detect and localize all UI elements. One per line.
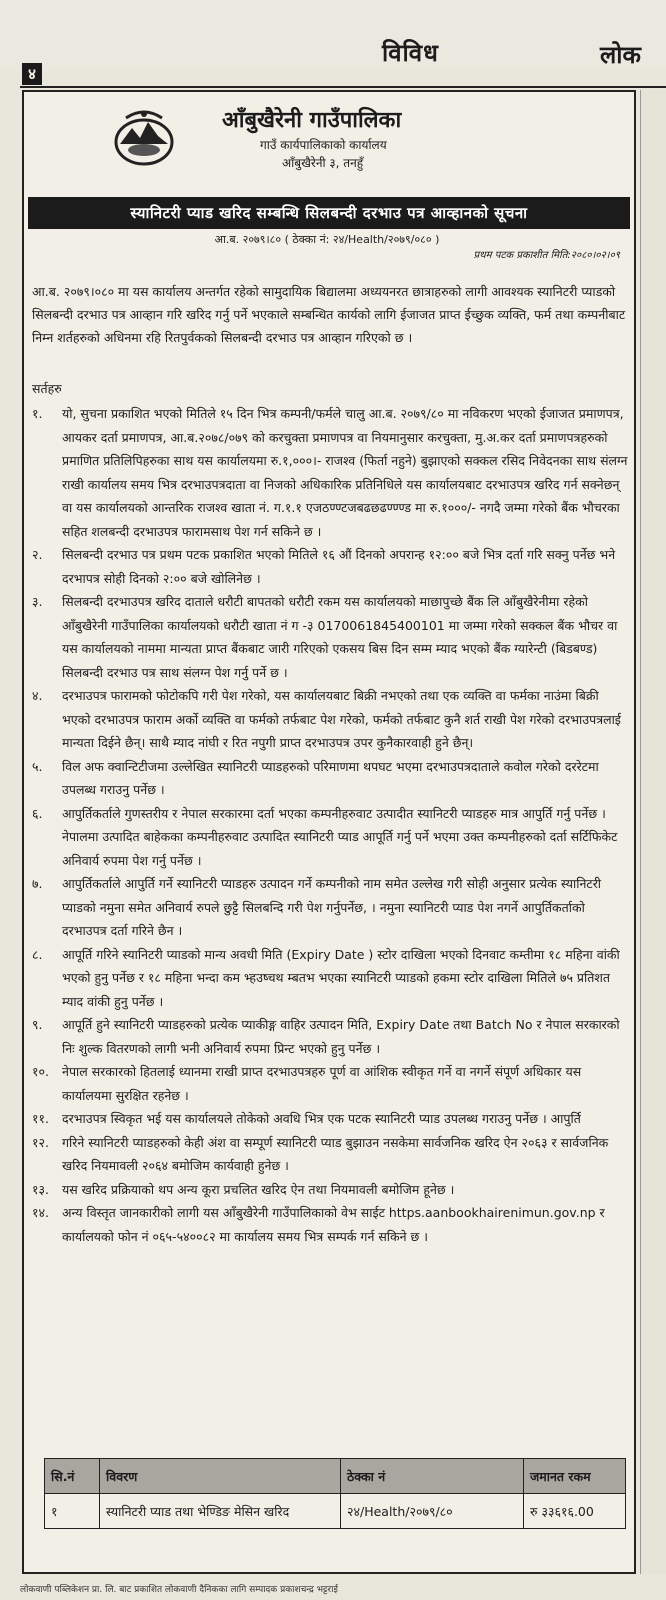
column-header: ठेक्का नं bbox=[341, 1459, 524, 1494]
term-item bbox=[32, 802, 628, 873]
section-name: विविध bbox=[382, 39, 439, 67]
term-text: अन्य विस्तृत जानकारीको लागी यस आँबुखैरेनी गाउँपालिकाको वेभ साईट https.aanbookhairenimun.gov.np र कार्यालयको फोन नं ०६५-५४००८२ मा कार्यालय समय भित्र सम्पर्क गर्न सकिने छ । bbox=[62, 1205, 605, 1244]
term-text: सिलबन्दी दरभाउ पत्र प्रथम पटक प्रकाशित भएको मितिले १६ औं दिनको अपरान्ह १२:०० बजे भित्र दर्ता गरि सक्नु पर्नेछ भने दरभापत्र सोही दिनको २:०० बजे खोलिनेछ । bbox=[62, 547, 616, 586]
tender-table bbox=[44, 1458, 626, 1529]
term-item bbox=[32, 872, 628, 943]
term-number: १३. bbox=[32, 1181, 49, 1197]
column-header: विवरण bbox=[100, 1459, 341, 1494]
term-number: १२. bbox=[32, 1134, 49, 1150]
term-item bbox=[32, 1201, 628, 1248]
term-text: विल अफ क्वान्टिटीजमा उल्लेखित स्यानिटरी प्याडहरुको परिमाणमा थपघट भएमा दरभाउपत्रदाताले कवोल गरेको दररेटमा उपलब्ध गराउनु पर्नेछ । bbox=[62, 758, 599, 797]
term-text: यस खरिद प्रक्रियाको थप अन्य कूरा प्रचलित खरिद ऐन तथा नियमावली बमोजिम हूनेछ । bbox=[62, 1181, 455, 1197]
publication-date: प्रथम पटक प्रकाशीत मिति:२०८०।०२।०९ bbox=[473, 250, 620, 261]
table-row bbox=[45, 1494, 626, 1529]
term-item bbox=[32, 1060, 628, 1107]
masthead-rule bbox=[20, 86, 666, 88]
term-number: १४. bbox=[32, 1205, 49, 1220]
column-header: जमानत रकम bbox=[524, 1459, 626, 1494]
page-number: ४ bbox=[22, 63, 42, 85]
term-item bbox=[32, 684, 628, 755]
terms-list bbox=[32, 402, 628, 1248]
term-item bbox=[32, 590, 628, 684]
term-text: आपुर्तिकर्ताले गुणस्तरीय र नेपाल सरकारमा दर्ता भएका कम्पनीहरुवाट उत्पादीत स्यानिटरी प्याडहरु मात्र आपुर्ति गर्नु पर्नेछ । नेपालमा उत्पादित बाहेकका कम्पनीहरुवाट उत्पादित स्यानिटरी प्याड आपूर्ति गर्नु पर्ने भएमा उक्त कम्पनीहरुको दर्ता सर्टिफिकेट अनिवार्य रुपमा पेश गर्नु पर्नेछ । bbox=[62, 805, 618, 868]
term-text: गरिने स्यानिटरी प्याडहरुको केही अंश वा सम्पूर्ण स्यानिटरी प्याड बुझाउन नसकेमा सार्वजनिक खरिद ऐन २०६३ र सार्वजनिक खरिद नियमावली २०६४ बमोजिम कार्यवाही हुनेछ । bbox=[62, 1134, 609, 1173]
municipality-name: आँबुखैरेनी गाउँपालिका bbox=[222, 108, 402, 133]
notice-box bbox=[22, 90, 636, 1574]
table-cell: स्यानिटरी प्याड तथा भेण्डिङ मेसिन खरिद bbox=[100, 1494, 341, 1529]
term-number: ५. bbox=[32, 758, 43, 774]
term-item bbox=[32, 1131, 628, 1178]
term-number: ७. bbox=[32, 876, 43, 891]
term-number: ३. bbox=[32, 594, 43, 609]
office-address: आँबुखैरेनी ३, तनहुँ bbox=[282, 156, 364, 170]
term-number: १०. bbox=[32, 1064, 49, 1079]
term-text: नेपाल सरकारको हितलाई ध्यानमा राखी प्राप्त दरभाउपत्रहरु पूर्ण वा आंशिक स्वीकृत गर्ने वा नगर्ने संपूर्ण अधिकार यस कार्यालयमा सुरक्षित रहनेछ । bbox=[62, 1064, 582, 1103]
term-text: दरभाउपत्र स्विकृत भई यस कार्यालयले तोकेको अवधि भित्र एक पटक स्यानिटरी प्याड उपलब्ध गराउनु पर्नेछ । आपुर्ति bbox=[62, 1111, 581, 1126]
term-text: दरभाउपत्र फारामको फोटोकपि गरी पेश गरेको, यस कार्यालयबाट बिक्री नभएको तथा एक व्यक्ति वा फर्मका नाउंमा बिक्री भएको दरभाउपत्र फाराम अर्को व्यक्ति वा फर्मको तर्फबाट पेश गरेको, फर्मको तर्फबाट कुनै शर्त राखी पेश गरेको दरभाउपत्रलाई मान्यता दिईने छैन्। साथै म्याद नांघी र रित नपुगी प्राप्त दरभाउपत्र उपर कुनैकारवाही हुने छैन्। bbox=[62, 688, 621, 750]
government-emblem-icon bbox=[112, 108, 176, 168]
term-text: आपुर्तिकर्ताले आपुर्ति गर्ने स्यानिटरी प्याडहरु उत्पादन गर्ने कम्पनीको नाम समेत उल्लेख गरी सोही अनुसार प्रत्येक स्यानिटरी प्याडको नमुना समेत अनिवार्य रुपले छुट्टै सिलबन्दि गरी पेश गर्नुपर्नेछ, । नमुना स्यानिटरी प्याड पेश नगर्ने आपुर्तिकर्ताको दरभाउपत्र दर्ता गरिने छैन । bbox=[62, 876, 602, 938]
newspaper-masthead bbox=[0, 0, 666, 70]
term-number: ८. bbox=[32, 946, 43, 962]
term-item bbox=[32, 543, 628, 590]
term-number: ११. bbox=[32, 1111, 49, 1126]
notice-intro: आ.ब. २०७९।०८० मा यस कार्यालय अन्तर्गत रहेको सामुदायिक बिद्यालमा अध्ययनरत छात्राहरुको लागी आवश्यक स्यानिटरी प्याडको सिलबन्दी दरभाउ पत्र आव्हान गरि खरिद गर्नु पर्ने भएकाले सम्बन्धित कार्यको लागि ईजाजत प्राप्त ईच्छुक व्यक्ति, फर्म तथा कम्पनीबाट निम्न शर्तहरुको अधिनमा रहि रितपुर्वकको सिलबन्दी दरभाउ पत्र आव्हान गरिएको छ । bbox=[32, 284, 626, 345]
footer-imprint: लोकवाणी पब्लिकेशन प्रा. लि. बाट प्रकाशित लोकवाणी दैनिकका लागि सम्पादक प्रकाशचन्द्र भट्टराई bbox=[20, 1585, 338, 1595]
newspaper-name: लोक bbox=[600, 41, 641, 69]
terms-label: सर्तहरु bbox=[32, 381, 62, 396]
term-text: यो, सुचना प्रकाशित भएको मितिले १५ दिन भित्र कम्पनी/फर्मले चालु आ.ब. २०७९/८० मा नविकरण भएको ईजाजत प्रमाणपत्र, आयकर दर्ता प्रमाणपत्र, आ.ब.२०७८/०७९ को करचुक्ता प्रमाणपत्र वा नियमानुसार करचुक्ता, मु.अ.कर दर्ता प्रमाणपत्रहरुको प्रमाणित प्रतिलिपिहरुका साथ यस कार्यालयमा रु.१,०००।- राजश्व (फिर्ता नहुने) बुझाएको सक्कल रसिद निवेदनका साथ संलग्न राखी कार्यालय समय भित्र दरभाउपत्रदाता वा निजको अधिकारिक प्रतिनिधिले यस कार्यालयबाट दरभाउपत्र खरिद गर्न सक्नेछन् वा यस कार्यालयको आन्तरिक राजश्व खाता नं. ग.१.१ एजठण्ण्टजबढछढण्ण्ण्ड मा रु.१०००/- नगदै जम्मा गरेको बैंक भौचरका सहित शलबन्दी दरभाउपत्र फारामसाथ पेश गर्न सकिने छ । bbox=[62, 406, 628, 539]
table-cell: रु ३३६१६.00 bbox=[524, 1494, 626, 1529]
term-number: ९. bbox=[32, 1017, 43, 1032]
table-header-row bbox=[45, 1459, 626, 1494]
term-text: आपूर्ति गरिने स्यानिटरी प्याडको मान्य अवधी मिति (Expiry Date ) स्टोर दाखिला भएको दिनवाट कम्तीमा १८ महिना वांकी भएको हुनु पर्नेछ र १८ महिना भन्दा कम भ्हउष्चथ म्बतभ भएका स्यानिटरी प्याडको हकमा स्टोर दाखिला मितिले ७५ प्रतिशत म्याद वांकी हुनु पर्नेछ । bbox=[62, 946, 620, 1009]
adjacent-column-fragment bbox=[640, 90, 666, 1574]
notice-reference: आ.ब. २०७९।८० ( ठेक्का नं: २४/Health/२०७९/०८० ) bbox=[214, 233, 440, 246]
term-item bbox=[32, 1178, 628, 1202]
office-name: गाउँ कार्यपालिकाको कार्यालय bbox=[260, 138, 387, 152]
term-number: १. bbox=[32, 406, 43, 421]
term-number: २. bbox=[32, 547, 43, 562]
term-item bbox=[32, 402, 628, 543]
term-item bbox=[32, 943, 628, 1014]
table-cell: १ bbox=[45, 1494, 100, 1529]
term-text: आपूर्ति हुने स्यानिटरी प्याडहरुको प्रत्येक प्याकीङ्ग वाहिर उत्पादन मिति, Expiry Date तथा Batch No र नेपाल सरकारको निः शुल्क वितरणको लागी भनी अनिवार्य रुपमा प्रिन्ट भएको हुनु पर्नेछ । bbox=[62, 1017, 620, 1056]
notice-title: स्यानिटरी प्याड खरिद सम्बन्धि सिलबन्दी दरभाउ पत्र आव्हानको सूचना bbox=[28, 197, 630, 229]
table-cell: २४/Health/२०७९/८० bbox=[341, 1494, 524, 1529]
column-header: सि.नं bbox=[45, 1459, 100, 1494]
term-number: ६. bbox=[32, 805, 43, 821]
term-text: सिलबन्दी दरभाउपत्र खरिद दाताले धरौटी बापतको धरौटी रकम यस कार्यालयको माछापुच्छे बैंक लि आँबुखैरेनीमा रहेको आँबुखैरेनी गाउँपालिका कार्यालयको धरौटी खाता नं ग -३ 0170061845400101 मा जम्मा गरेको सक्कल बैंक भौचर वा यस कार्यालयको नाममा मान्यता प्राप्त बैंकबाट जारी गरिएको एकसय बिस दिन सम्म म्याद भएको बैंक ग्यारेन्टी (बिडबण्ड) सिलबन्दी दरभाउ पत्र साथ संलग्न पेश गर्नु पर्ने छ । bbox=[62, 594, 618, 680]
term-number: ४. bbox=[32, 688, 43, 703]
term-item bbox=[32, 755, 628, 802]
term-item bbox=[32, 1013, 628, 1060]
term-item bbox=[32, 1107, 628, 1131]
